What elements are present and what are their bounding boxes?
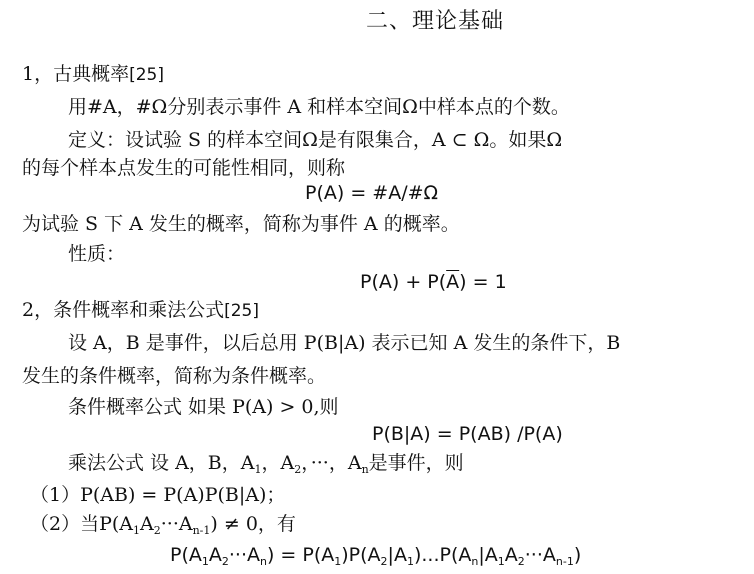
section-2-heading (22, 298, 259, 323)
formula-complement (360, 270, 507, 294)
section-1-line-2: 定义：设试验 S 的样本空间Ω是有限集合，A ⊂ Ω。如果Ω (68, 129, 563, 151)
sub-1: 1 (133, 524, 141, 537)
formula-complement-part-b: ) = 1 (459, 271, 507, 293)
section-2-line-3: 条件概率公式 如果 P(A) > 0,则 (68, 396, 339, 418)
section-1-line-3: 的每个样本点发生的可能性相同，则称 (22, 157, 346, 179)
page-title: 二、理论基础 (366, 9, 505, 34)
sub-2: 2 (153, 524, 161, 537)
formula-conditional-probability: P(B|A) = P(AB) /P(A) (372, 423, 563, 445)
sub-n: n (260, 555, 267, 568)
sub-n-minus-1: n-1 (192, 524, 211, 537)
section-2-citation: [25] (224, 301, 259, 321)
sub-2: 2 (380, 555, 388, 568)
section-1-heading (22, 62, 164, 87)
sub-2: 2 (221, 555, 229, 568)
sub-n-minus-1: n-1 (555, 555, 574, 568)
property-label: 性质： (68, 243, 126, 265)
formula-complement-bar-a: $\overline{A}$ (446, 271, 460, 293)
sub-2: 2 (294, 463, 302, 476)
section-2-line-1: 设 A，B 是事件，以后总用 P(B|A) 表示已知 A 发生的条件下，B (68, 332, 621, 354)
item-2-suffix: ) ≠ 0，有 (210, 513, 296, 535)
section-1-citation: [25] (129, 65, 164, 85)
item-2-prefix: （2）当P(A (30, 513, 134, 535)
sub-1: 1 (334, 555, 342, 568)
section-2-heading-text: 2，条件概率和乘法公式 (22, 299, 225, 321)
final-prefix: P(A (170, 544, 202, 566)
section-1-line-1: 用#A，#Ω分别表示事件 A 和样本空间Ω中样本点的个数。 (68, 96, 570, 118)
multiplication-rule-line: 乘法公式 设 A，B，$A_1$，$A_2$，···，$A_n$是事件，则 (68, 452, 464, 476)
sub-n: n (471, 555, 479, 568)
sub-1: 1 (201, 555, 209, 568)
sub-n: n (361, 463, 369, 476)
section-1-line-4: 为试验 S 下 A 发生的概率，简称为事件 A 的概率。 (22, 213, 460, 235)
item-1: （1）P(AB) = P(A)P(B|A)； (30, 484, 286, 506)
section-2-line-2: 发生的条件概率，简称为条件概率。 (22, 365, 327, 387)
mult-end: 是事件，则 (368, 452, 464, 474)
formula-complement-part-a: P(A) + P( (360, 271, 447, 293)
formula-multiplication-chain: $P(A_1A_2\cdot\cdot\cdot A_n) = P(A_1)P(A_2|A_1)...P(A_n|A_1A_2\cdot\cdot\cdot A_{n-1})$ (170, 544, 582, 568)
formula-classical-probability: P(A) = #A/#Ω (305, 182, 439, 204)
sub-1: 1 (497, 555, 505, 568)
sub-2: 2 (517, 555, 525, 568)
mult-prefix: 乘法公式 设 A，B，A (68, 452, 255, 474)
sub-1: 1 (254, 463, 262, 476)
section-1-heading-text: 1，古典概率 (22, 63, 130, 85)
sub-1: 1 (406, 555, 414, 568)
item-2: （2）当$P(A_1A_2\cdot\cdot\cdot A_{n-1}) \ne 0$，有 (30, 513, 296, 537)
